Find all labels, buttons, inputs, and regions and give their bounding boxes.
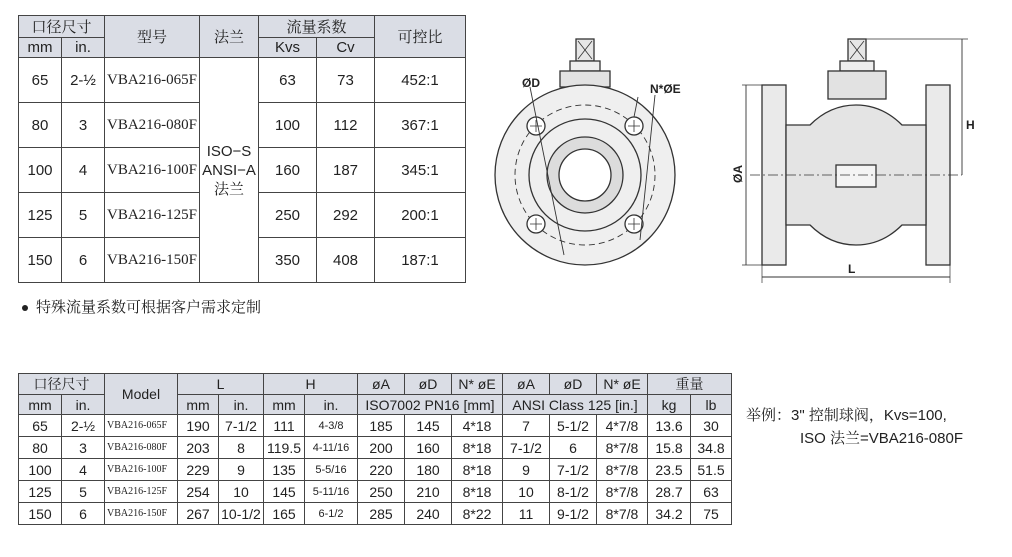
ratio: 367:1 [375,103,466,148]
model: VBA216-125F [105,481,178,503]
iso-D: 240 [405,503,452,525]
weight-lb: 75 [691,503,732,525]
iso-D-header: øD [405,374,452,395]
valve-drawing [480,25,990,295]
kvs: 350 [259,238,317,283]
model: VBA216-150F [105,503,178,525]
H-mm-header: mm [264,395,305,415]
table-row [19,481,732,503]
L-mm: 229 [178,459,219,481]
size-mm: 150 [19,503,62,525]
ansi-D: 7-1/2 [550,459,597,481]
H-in: 4-3/8 [305,415,358,437]
ratio: 345:1 [375,148,466,193]
model: VBA216-125F [105,193,200,238]
ansi-NE: 8*7/8 [597,459,648,481]
table-row [19,415,732,437]
H-mm: 145 [264,481,305,503]
in-header: in. [62,38,105,58]
size-in: 4 [62,459,105,481]
ratio: 187:1 [375,238,466,283]
bore-inner [559,149,611,201]
size-in: 5 [62,481,105,503]
size-in: 6 [62,238,105,283]
iso-NE: 8*18 [452,481,503,503]
NoE-label: N*ØE [650,82,681,96]
size-mm: 80 [19,103,62,148]
iso-NE: 8*18 [452,437,503,459]
model: VBA216-065F [105,415,178,437]
ansi-A: 10 [503,481,550,503]
H-in: 6-1/2 [305,503,358,525]
size-header: 口径尺寸 [19,16,105,38]
kg-header: kg [648,395,691,415]
ansi-header: ANSI Class 125 [in.] [503,395,648,415]
dimensions-table [18,373,732,525]
weight-kg: 34.2 [648,503,691,525]
size-mm: 100 [19,148,62,193]
ansi-A: 7 [503,415,550,437]
model: VBA216-100F [105,148,200,193]
cv-header: Cv [317,38,375,58]
L-mm: 267 [178,503,219,525]
ansi-D: 5-1/2 [550,415,597,437]
example-line-1: 举例：3" 控制球阀，Kvs=100, [746,407,947,424]
ansi-NE-header: N* øE [597,374,648,395]
L-header: L [178,374,264,395]
weight-kg: 28.7 [648,481,691,503]
model: VBA216-080F [105,103,200,148]
cv: 292 [317,193,375,238]
iso-D: 145 [405,415,452,437]
iso-A: 285 [358,503,405,525]
H-label: H [966,118,975,132]
mm-header: mm [19,38,62,58]
L-mm: 190 [178,415,219,437]
ratio: 200:1 [375,193,466,238]
bullet-icon [22,305,28,311]
ansi-NE: 8*7/8 [597,437,648,459]
model: VBA216-100F [105,459,178,481]
ansi-A: 9 [503,459,550,481]
rangeability-header: 可控比 [375,16,466,58]
iso-NE: 8*22 [452,503,503,525]
iso-D: 160 [405,437,452,459]
ansi-NE: 8*7/8 [597,481,648,503]
size-mm: 80 [19,437,62,459]
iso-NE-header: N* øE [452,374,503,395]
H-mm: 165 [264,503,305,525]
iso-A: 220 [358,459,405,481]
note-text: 特殊流量系数可根据客户需求定制 [36,299,262,316]
size-in: 6 [62,503,105,525]
kvs-header: Kvs [259,38,317,58]
L-in: 10 [219,481,264,503]
size-mm: 65 [19,58,62,103]
example-line-2: ISO 法兰=VBA216-080F [800,430,963,447]
side-view [742,39,968,283]
flow-coefficient-header: 流量系数 [259,16,375,38]
cv: 73 [317,58,375,103]
cv: 408 [317,238,375,283]
weight-lb: 51.5 [691,459,732,481]
H-mm: 111 [264,415,305,437]
iso-A: 250 [358,481,405,503]
side-stem-collar [840,61,874,71]
weight-lb: 63 [691,481,732,503]
model-header: Model [105,374,178,415]
weight-lb: 30 [691,415,732,437]
front-view [495,39,675,265]
size-in: 3 [62,103,105,148]
iso-NE: 8*18 [452,459,503,481]
L-in: 10-1/2 [219,503,264,525]
ansi-D: 8-1/2 [550,481,597,503]
size-mm: 125 [19,481,62,503]
kvs: 250 [259,193,317,238]
L-mm-header: mm [178,395,219,415]
size-in: 2-½ [62,415,105,437]
iso-NE: 4*18 [452,415,503,437]
size-in: 5 [62,193,105,238]
ansi-A: 11 [503,503,550,525]
size-in: 2-½ [62,58,105,103]
side-bonnet [828,71,886,99]
ansi-NE: 4*7/8 [597,415,648,437]
ansi-D-header: øD [550,374,597,395]
H-header: H [264,374,358,395]
L-in: 8 [219,437,264,459]
kvs: 160 [259,148,317,193]
ansi-NE: 8*7/8 [597,503,648,525]
ratio: 452:1 [375,58,466,103]
flange-line-1: ISO−S [206,142,252,160]
model: VBA216-080F [105,437,178,459]
table-row [19,58,466,103]
body-window [836,165,876,187]
lb-header: lb [691,395,732,415]
table-row [19,437,732,459]
size-header: 口径尺寸 [19,374,105,395]
model: VBA216-065F [105,58,200,103]
iso-D: 210 [405,481,452,503]
kvs: 100 [259,103,317,148]
L-in: 7-1/2 [219,415,264,437]
ansi-D: 6 [550,437,597,459]
H-mm: 119.5 [264,437,305,459]
L-mm: 254 [178,481,219,503]
stem-collar [570,61,600,71]
mm-header: mm [19,395,62,415]
iso-A: 200 [358,437,405,459]
cv: 187 [317,148,375,193]
L-mm: 203 [178,437,219,459]
iso-A-header: øA [358,374,405,395]
L-in: 9 [219,459,264,481]
H-mm: 135 [264,459,305,481]
in-header: in. [62,395,105,415]
flow-coefficient-table [18,15,466,283]
size-mm: 65 [19,415,62,437]
cv: 112 [317,103,375,148]
iso-A: 185 [358,415,405,437]
size-mm: 125 [19,193,62,238]
weight-lb: 34.8 [691,437,732,459]
kvs: 63 [259,58,317,103]
oD-label: ØD [522,76,540,90]
size-in: 4 [62,148,105,193]
H-in: 4-11/16 [305,437,358,459]
model-header: 型号 [105,16,200,58]
size-mm: 150 [19,238,62,283]
weight-kg: 23.5 [648,459,691,481]
H-in: 5-11/16 [305,481,358,503]
flange-cell [200,58,259,283]
flange-header: 法兰 [200,16,259,58]
size-in: 3 [62,437,105,459]
weight-kg: 13.6 [648,415,691,437]
custom-note [22,296,261,317]
ordering-example [746,404,963,450]
model: VBA216-150F [105,238,200,283]
flange-line-2: ANSI−A [202,161,256,179]
size-mm: 100 [19,459,62,481]
weight-kg: 15.8 [648,437,691,459]
ansi-D: 9-1/2 [550,503,597,525]
table-row [19,503,732,525]
iso-header: ISO7002 PN16 [mm] [358,395,503,415]
ansi-A-header: øA [503,374,550,395]
ansi-A: 7-1/2 [503,437,550,459]
oA-label: ØA [731,165,745,183]
weight-header: 重量 [648,374,732,395]
flange-line-3: 法兰 [213,180,244,198]
L-in-header: in. [219,395,264,415]
H-in-header: in. [305,395,358,415]
H-in: 5-5/16 [305,459,358,481]
L-label: L [848,262,856,276]
table-row [19,459,732,481]
iso-D: 180 [405,459,452,481]
